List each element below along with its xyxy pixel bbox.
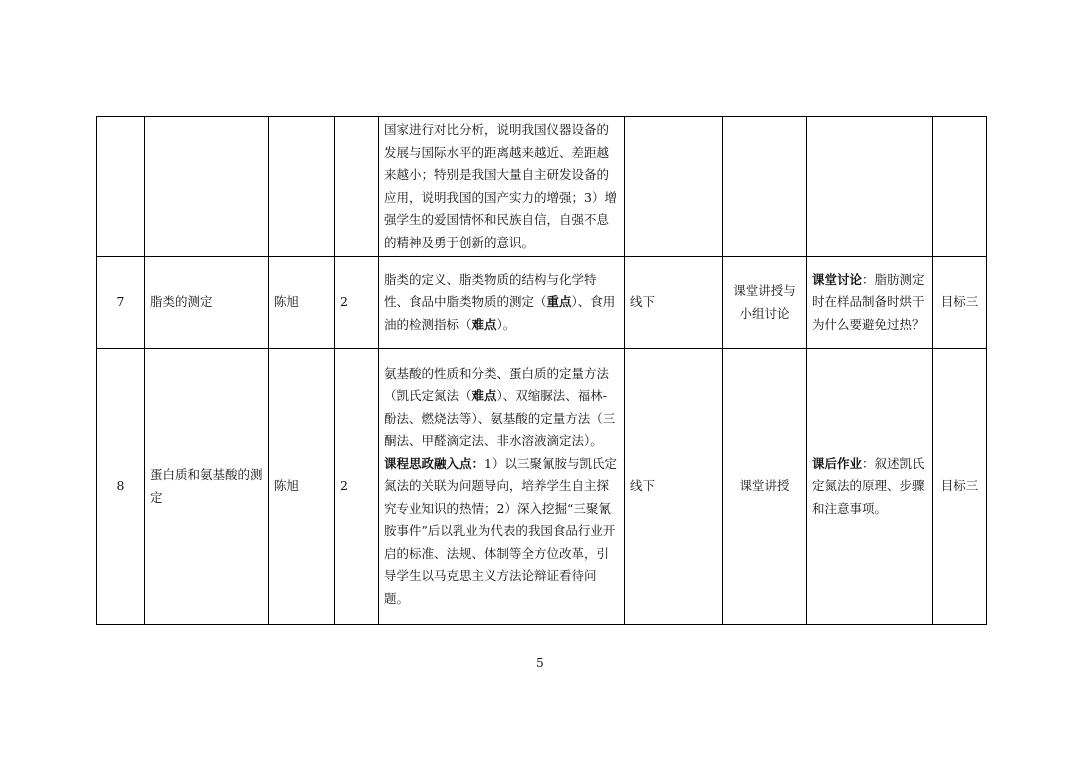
teacher: 陈旭 bbox=[269, 349, 335, 625]
teaching-method bbox=[723, 117, 807, 257]
text-run: ）、食用油的检测指标（ bbox=[384, 294, 616, 332]
text-run: ：脂肪测定时在样品制备时烘干为什么要避免过热？ bbox=[812, 271, 925, 332]
hours bbox=[335, 117, 379, 257]
emphasis-text: 难点 bbox=[471, 388, 497, 404]
emphasis-text: 课后作业 bbox=[812, 455, 863, 471]
chapter-title: 蛋白质和氨基酸的测定 bbox=[145, 349, 269, 625]
row-number: 8 bbox=[97, 349, 145, 625]
chapter-title bbox=[145, 117, 269, 257]
text-run: ）、双缩脲法、福林-酚法、燃烧法等）、氨基酸的定量方法（三酮法、甲醛滴定法、非水溶液滴定法）。 bbox=[384, 388, 616, 449]
teaching-mode: 线下 bbox=[625, 349, 723, 625]
teaching-method: 课堂讲授 bbox=[723, 349, 807, 625]
content-cell bbox=[379, 117, 625, 257]
row-number: 7 bbox=[97, 257, 145, 349]
teacher: 陈旭 bbox=[269, 257, 335, 349]
emphasis-text: 课程思政融入点： bbox=[384, 455, 485, 471]
content-cell bbox=[379, 349, 625, 625]
table-row bbox=[97, 117, 987, 257]
table-row bbox=[97, 257, 987, 349]
text-run: ）。 bbox=[496, 316, 516, 332]
content-paragraph bbox=[384, 269, 619, 337]
text-run: 氨基酸的性质和分类、蛋白质的定量方法（凯氏定氮法（ bbox=[384, 365, 610, 404]
chapter-title: 脂类的测定 bbox=[145, 257, 269, 349]
teaching-mode bbox=[625, 117, 723, 257]
hours: 2 bbox=[335, 349, 379, 625]
content-cell bbox=[379, 257, 625, 349]
content-paragraph bbox=[384, 453, 619, 611]
course-objective: 目标三 bbox=[933, 349, 987, 625]
table-row bbox=[97, 349, 987, 625]
course-objective: 目标三 bbox=[933, 257, 987, 349]
syllabus-table bbox=[96, 116, 987, 625]
row-number bbox=[97, 117, 145, 257]
assessment-cell bbox=[807, 349, 933, 625]
text-run: 国家进行对比分析，说明我国仪器设备的发展与国际水平的距离越来越近、差距越来越小；特别是我国大量自主研发设备的应用，说明我国的国产实力的增强；3）增强学生的爱国情怀和民族自信，自强不息的精神及勇于创新的意识。 bbox=[384, 122, 617, 250]
content-paragraph bbox=[384, 363, 619, 453]
text-run: 脂类的定义、脂类物质的结构与化学特性、食品中脂类物质的测定（ bbox=[384, 271, 597, 310]
teaching-method: 课堂讲授与小组讨论 bbox=[723, 257, 807, 349]
text-run: ：叙述凯氏定氮法的原理、步骤和注意事项。 bbox=[812, 455, 925, 516]
teacher bbox=[269, 117, 335, 257]
course-objective bbox=[933, 117, 987, 257]
emphasis-text: 难点 bbox=[471, 316, 497, 332]
emphasis-text: 课堂讨论 bbox=[812, 271, 863, 287]
content-paragraph bbox=[384, 119, 619, 254]
assessment-cell bbox=[807, 257, 933, 349]
emphasis-text: 重点 bbox=[546, 294, 572, 310]
teaching-mode: 线下 bbox=[625, 257, 723, 349]
page-number: 5 bbox=[536, 656, 544, 670]
assessment-cell bbox=[807, 117, 933, 257]
text-run: 1）以三聚氰胺与凯氏定氮法的关联为问题导向，培养学生自主探究专业知识的热情；2）深入挖掘“三聚氰胺事件”后以乳业为代表的我国食品行业开启的标准、法规、体制等全方位改革，引导学生以马克思主义方法论辩证看待问题。 bbox=[384, 455, 617, 606]
hours: 2 bbox=[335, 257, 379, 349]
